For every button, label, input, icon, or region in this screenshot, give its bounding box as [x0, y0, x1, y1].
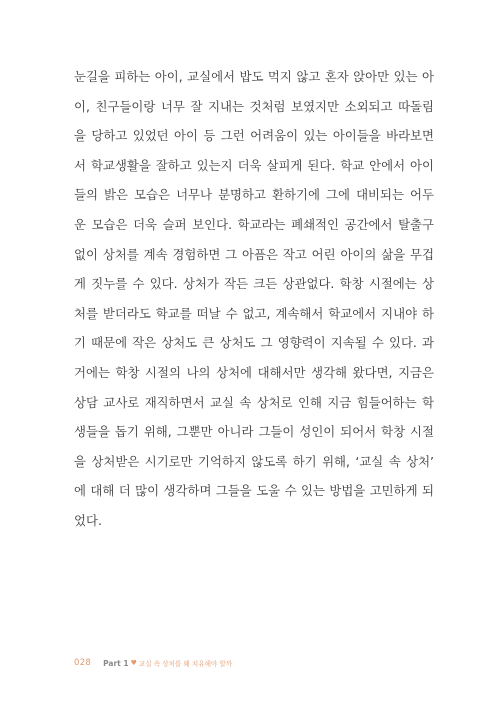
- text-line: 을 당하고 있었던 아이 등 그런 어려움이 있는 아이들을 바라보면: [74, 128, 434, 144]
- text-line: 기 때문에 작은 상처도 큰 상처도 그 영향력이 지속될 수 있다. 과: [74, 335, 434, 351]
- text-line: 생들을 돕기 위해, 그뿐만 아니라 그들이 성인이 되어서 학창 시절: [74, 424, 434, 440]
- text-line: 상담 교사로 재직하면서 교실 속 상처로 인해 지금 힘들어하는 학: [74, 394, 434, 410]
- part-label: Part 1: [103, 658, 129, 668]
- heart-icon: ♥: [130, 659, 137, 667]
- text-line: 운 모습은 더욱 슬퍼 보인다. 학교라는 폐쇄적인 공간에서 탈출구: [74, 216, 434, 232]
- page-footer: [74, 656, 232, 670]
- text-line: 게 짓누를 수 있다. 상처가 작든 크든 상관없다. 학창 시절에는 상: [74, 276, 434, 292]
- text-line: 서 학교생활을 잘하고 있는지 더욱 살피게 된다. 학교 안에서 아이: [74, 157, 434, 173]
- text-line: 없이 상처를 계속 경험하면 그 아픔은 작고 어린 아이의 삶을 무겁: [74, 246, 434, 262]
- text-line: 을 상처받은 시기로만 기억하지 않도록 하기 위해, ‘교실 속 상처’: [74, 453, 434, 469]
- text-line: 처를 받더라도 학교를 떠날 수 없고, 계속해서 학교에서 지내야 하: [74, 305, 434, 321]
- body-paragraph: [74, 62, 434, 536]
- text-line: 거에는 학창 시절의 나의 상처에 대해서만 생각해 왔다면, 지금은: [74, 364, 434, 380]
- text-line: 이, 친구들이랑 너무 잘 지내는 것처럼 보였지만 소외되고 따돌림: [74, 98, 434, 114]
- text-line: 눈길을 피하는 아이, 교실에서 밥도 먹지 않고 혼자 앉아만 있는 아: [74, 69, 434, 84]
- text-line: 들의 밝은 모습은 너무나 분명하고 환하기에 그에 대비되는 어두: [74, 187, 434, 203]
- page-number: 028: [74, 658, 92, 668]
- chapter-title: 교실 속 상처를 왜 치유해야 할까: [138, 660, 233, 668]
- text-line: 에 대해 더 많이 생각하며 그들을 도울 수 있는 방법을 고민하게 되: [74, 483, 434, 499]
- text-line: 었다.: [74, 512, 102, 528]
